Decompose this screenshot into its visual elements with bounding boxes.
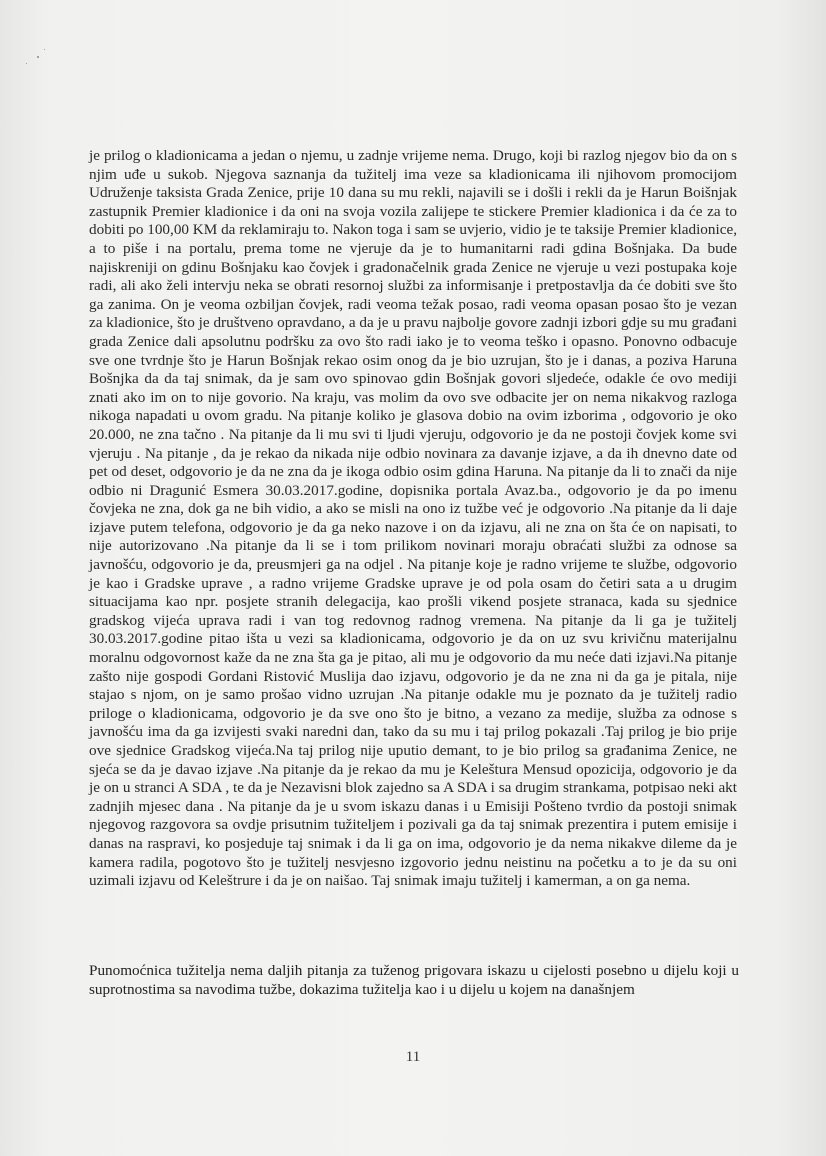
scan-speck <box>44 49 45 50</box>
scan-speck <box>26 63 27 64</box>
page-number: 11 <box>405 1049 421 1065</box>
body-paragraph: je prilog o kladionicama a jedan o njemu, u zadnje vrijeme nema. Drugo, koji bi razlog njegov bio da on s njim uđe u sukob. Njegova saznanja da tužitelj ima veze sa kladionicama ili njihovom promocijom Udruženje taksista Grada Zenice, prije 10 dana su mu rekli, najavili se i došli i rekli da je Harun Boišnjak zastupnik Premier kladionice i da oni na svoja vozila zalijepe te stickere Premier kladionica i da će za to dobiti po 100,00 KM da reklamiraju to. Nakon toga i sam se uvjerio, vidio je te taksije Premier kladionice, a to piše i na portalu, prema tome ne vjeruje da je to humanitarni radi gdina Bošnjaka. Da bude najiskreniji on gdinu Bošnjaku kao čovjek i gradonačelnik grada Zenice ne vjeruje u vezi postupaka koje radi, ali ako želi intervju neka se obrati resornoj službi za informisanje i pretpostavlja da će dobiti sve što ga zanima. On je veoma ozbiljan čovjek, radi veoma težak posao, radi veoma opasan posao što je vezan za kladionice, što je društveno opravdano, a da je u pravu najbolje govore zadnji izbori gdje su mu građani grada Zenice dali apsolutnu podršku za ovo što radi iako je to veoma teško i opasno. Ponovno odbacuje sve one tvrdnje što je Harun Bošnjak rekao osim onog da je bio uzrujan, što je i danas, a poziva Haruna Bošnjka da da taj snimak, da je sam ovo spinovao gdin Bošnjak govori sljedeće, odakle će ovo mediji znati ako im on to nije govorio. Na kraju, vas molim da ovo sve odbacite jer on nema nikakvog razloga nikoga napadati u ovom gradu. Na pitanje koliko je glasova dobio na ovim izborima , odgovorio je oko 20.000, ne zna tačno . Na pitanje da li mu svi ti ljudi vjeruju, odgovorio je da ne postoji čovjek kome svi vjeruju . Na pitanje , da je rekao da nikada nije odbio novinara za davanje izjave, a da ih dnevno date od pet od deset, odgovorio je da ne zna da je ikoga odbio osim gdina Haruna. Na pitanje da li to znači da nije odbio ni Dragunić Esmera 30.03.2017.godine, dopisnika portala Avaz.ba., odgovorio je da po imenu čovjeka ne zna, dok ga ne bih vidio, a ako se misli na ono iz tužbe već je odgovorio .Na pitanje da li daje izjave putem telefona, odgovorio je da ga neko nazove i on da izjavu, ali ne zna on šta će on napisati, to nije autorizovano .Na pitanje da li se i tom prilikom novinari moraju obraćati službi za odnose sa javnošću, odgovorio je da, preusmjeri ga na odjel . Na pitanje koje je radno vrijeme te službe, odgovorio je kao i Gradske uprave , a radno vrijeme Gradske uprave je od pola osam do četiri sata a u drugim situacijama kao npr. posjete stranih delegacija, kao prošli vikend posjete stranaca, kada su sjednice gradskog vijeća uprava radi i van tog redovnog radnog vremena. Na pitanje da li ga je tužitelj 30.03.2017.godine pitao išta u vezi sa kladionicama, odgovorio je da on uz svu krivičnu materijalnu moralnu odgovornost kaže da ne zna šta ga je pitao, ali mu je odgovorio da mu neće dati izjavi.Na pitanje zašto nije gospodi Gordani Ristović Muslija dao izjavu, odgovorio je da ne zna ni da ga je pitala, nije stajao s njom, on je samo prošao vidno uzrujan .Na pitanje odakle mu je poznato da je tužitelj radio priloge o kladionicama, odgovorio je da sve ono što je bitno, a vezano za medije, služba za odnose s javnošću ima da ga izvijesti svaki naredni dan, tako da su mu i taj prilog pokazali .Taj prilog je bio prije ove sjednice Gradskog vijeća.Na taj prilog nije uputio demant, to je bio prilog sa građanima Zenice, ne sjeća se da je davao izjave .Na pitanje da je rekao da mu je Keleštura Mensud opozicija, odgovorio je da je on u stranci A SDA , te da je Nezavisni blok zajedno sa A SDA i sa drugim strankama, potpisao neki akt zadnjih mjesec dana . Na pitanje da je u svom iskazu danas i u Emisiji Pošteno tvrdio da postoji snimak njegovog razgovora sa ovdje prisutnim tužiteljem i pozivali ga da taj snimak prezentira i putem emisije i danas na raspravi, ko posjeduje taj snimak i da li ga on ima, odgovorio je da nema nikakve dileme da je kamera radila, pogotovo što je tužitelj nesvjesno izgovorio jednu neistinu na početku a to je da su oni uzimali izjavu od Keleštrure i da je on naišao. Taj snimak imaju tužitelj i kamerman, a on ga nema. <box>89 147 737 890</box>
closing-paragraph: Punomoćnica tužitelja nema daljih pitanja za tuženog prigovara iskazu u cijelosti posebno u dijelu koji u suprotnostima sa navodima tužbe, dokazima tužitelja kao i u dijelu u kojem na današnjem <box>89 962 739 998</box>
scan-speck <box>37 56 39 58</box>
